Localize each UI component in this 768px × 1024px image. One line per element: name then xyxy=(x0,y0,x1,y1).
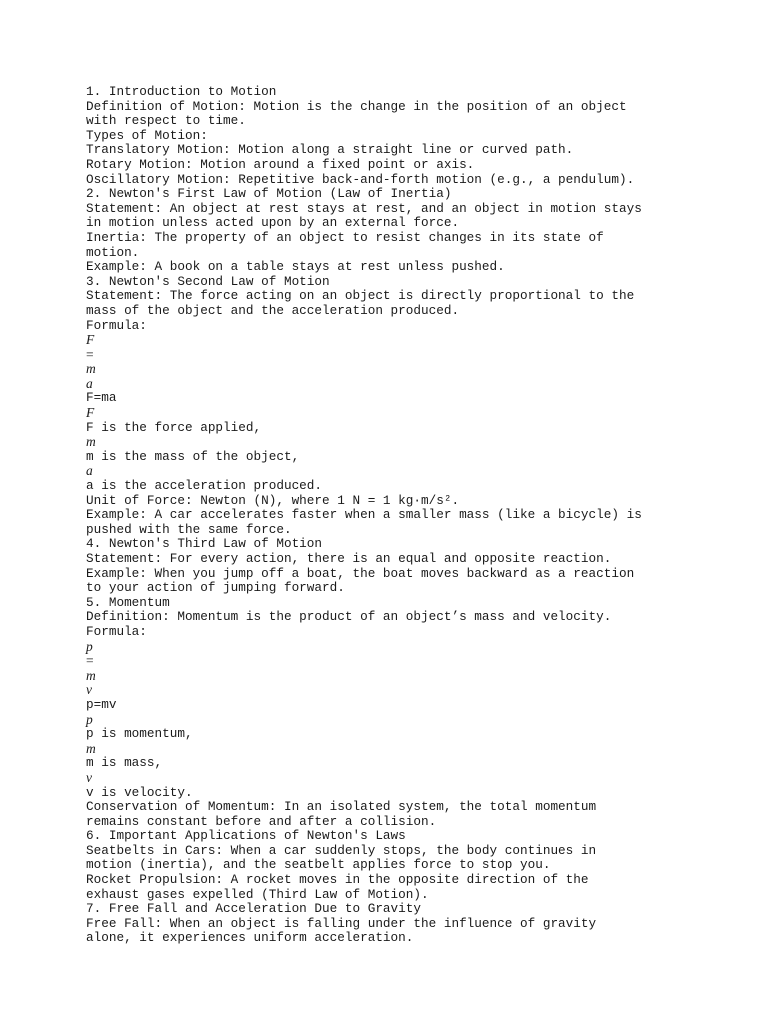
text-line: Statement: The force acting on an object is directly proportional to the xyxy=(86,288,635,304)
text-line: F=ma xyxy=(86,390,117,406)
document-body xyxy=(86,85,746,946)
text-line: Inertia: The property of an object to resist changes in its state of xyxy=(86,229,604,245)
text-line: Unit of Force: Newton (N), where 1 N = 1 kg·m/s². xyxy=(86,492,460,508)
text-line: mass of the object and the acceleration produced. xyxy=(86,302,460,318)
math-symbol: F xyxy=(86,405,95,421)
section-heading: 2. Newton's First Law of Motion (Law of Inertia) xyxy=(86,186,452,202)
math-operator: = xyxy=(86,346,94,362)
text-line: F is the force applied, xyxy=(86,419,262,435)
text-line: Definition of Motion: Motion is the change in the position of an object xyxy=(86,98,627,114)
math-symbol: m xyxy=(86,667,96,683)
text-line: exhaust gases expelled (Third Law of Motion). xyxy=(86,886,429,902)
math-symbol: m xyxy=(86,740,96,756)
text-line: Example: A book on a table stays at rest unless pushed. xyxy=(86,259,505,275)
text-line: Formula: xyxy=(86,317,147,333)
text-line: v is velocity. xyxy=(86,784,193,800)
text-line: Seatbelts in Cars: When a car suddenly stops, the body continues in xyxy=(86,842,597,858)
math-symbol: a xyxy=(86,375,93,391)
math-symbol: p xyxy=(86,711,93,727)
math-symbol: a xyxy=(86,463,93,479)
math-symbol: v xyxy=(86,682,92,698)
text-line: p=mv xyxy=(86,696,117,712)
text-line: Free Fall: When an object is falling under the influence of gravity xyxy=(86,915,597,931)
text-line: alone, it experiences uniform acceleration. xyxy=(86,930,414,946)
text-line: Rocket Propulsion: A rocket moves in the opposite direction of the xyxy=(86,872,589,888)
text-line: in motion unless acted upon by an external force. xyxy=(86,215,460,231)
math-symbol: m xyxy=(86,434,96,450)
text-line: Definition: Momentum is the product of an object’s mass and velocity. xyxy=(86,609,612,625)
text-line: m is mass, xyxy=(86,755,163,771)
text-line: pushed with the same force. xyxy=(86,521,292,537)
section-heading: 3. Newton's Second Law of Motion xyxy=(86,273,330,289)
text-line: Rotary Motion: Motion around a fixed point or axis. xyxy=(86,156,475,172)
text-line: Statement: For every action, there is an equal and opposite reaction. xyxy=(86,551,612,566)
section-heading: 7. Free Fall and Acceleration Due to Gravity xyxy=(86,901,422,917)
section-heading: 4. Newton's Third Law of Motion xyxy=(86,536,323,552)
text-line: Example: A car accelerates faster when a smaller mass (like a bicycle) is xyxy=(86,507,642,523)
text-line: Translatory Motion: Motion along a straight line or curved path. xyxy=(86,142,574,158)
text-line: Statement: An object at rest stays at rest, and an object in motion stays xyxy=(86,200,642,216)
text-line: Formula: xyxy=(86,623,147,639)
text-line: motion (inertia), and the seatbelt applies force to stop you. xyxy=(86,857,551,873)
section-heading: 5. Momentum xyxy=(86,594,170,610)
math-symbol: p xyxy=(86,638,93,654)
text-line: Oscillatory Motion: Repetitive back-and-forth motion (e.g., a pendulum). xyxy=(86,171,635,187)
text-line: a is the acceleration produced. xyxy=(86,478,323,494)
text-line: Example: When you jump off a boat, the boat moves backward as a reaction xyxy=(86,565,635,581)
math-operator: = xyxy=(86,653,94,669)
section-heading: 1. Introduction to Motion xyxy=(86,84,277,99)
text-line: m is the mass of the object, xyxy=(86,448,300,464)
math-symbol: m xyxy=(86,361,96,377)
text-line: Conservation of Momentum: In an isolated system, the total momentum xyxy=(86,799,597,815)
text-line: remains constant before and after a collision. xyxy=(86,813,437,829)
text-line: to your action of jumping forward. xyxy=(86,580,345,596)
math-symbol: F xyxy=(86,332,95,348)
section-heading: 6. Important Applications of Newton's Laws xyxy=(86,828,406,844)
text-line: p is momentum, xyxy=(86,726,193,742)
math-symbol: v xyxy=(86,769,92,785)
text-line: motion. xyxy=(86,244,140,260)
text-line: Types of Motion: xyxy=(86,127,208,143)
text-line: with respect to time. xyxy=(86,113,246,129)
